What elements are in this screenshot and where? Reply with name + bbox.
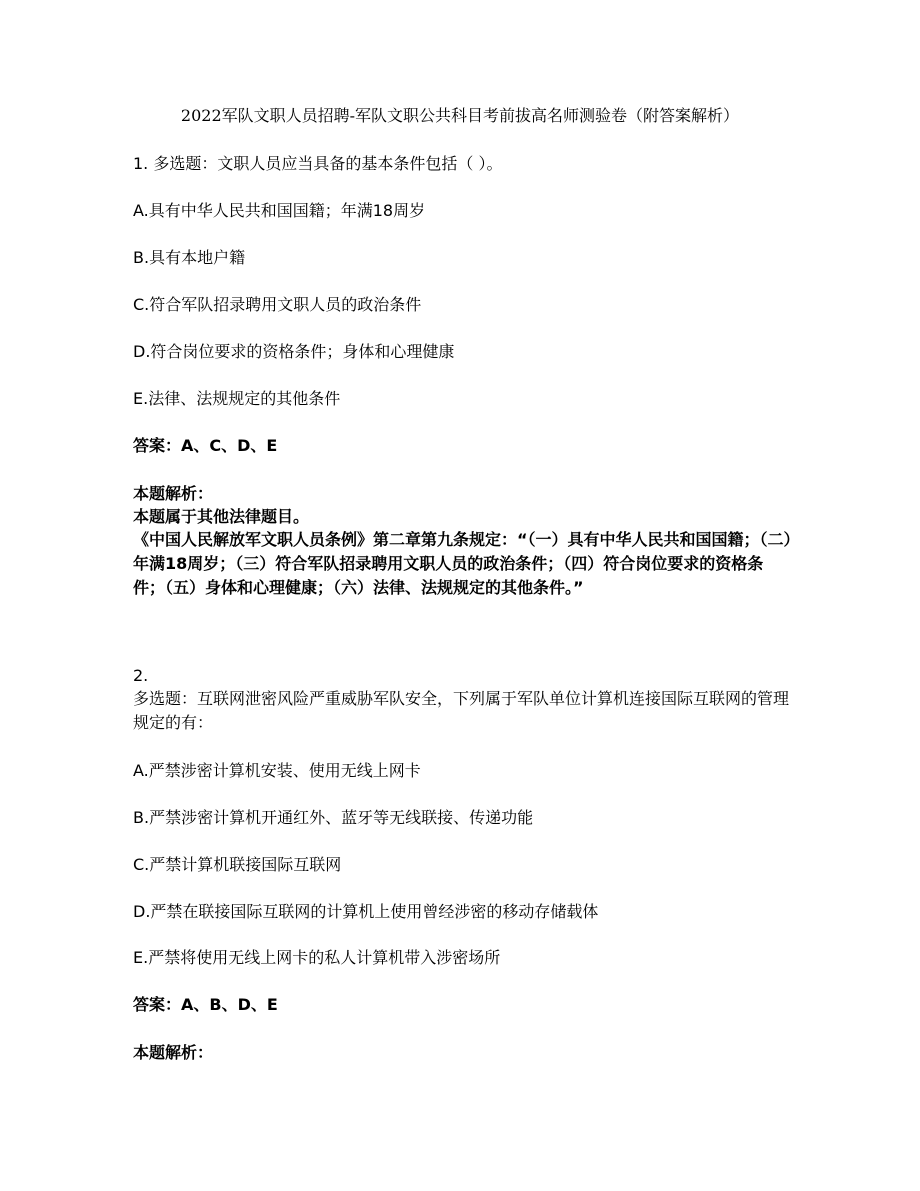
question-1-analysis-label: 本题解析：	[133, 484, 214, 503]
question-2-answer: 答案：A、B、D、E	[133, 995, 278, 1014]
question-1-option-c: C.符合军队招录聘用文职人员的政治条件	[133, 295, 422, 314]
question-1-answer: 答案：A、C、D、E	[133, 436, 278, 455]
question-1-option-a: A.具有中华人民共和国国籍；年满18周岁	[133, 201, 426, 220]
question-1-analysis-line-1: 本题属于其他法律题目。	[133, 507, 310, 526]
question-1-option-e: E.法律、法规规定的其他条件	[133, 389, 341, 408]
question-1-heading: 1. 多选题：文职人员应当具备的基本条件包括（ ）。	[133, 154, 503, 173]
question-2-option-b: B.严禁涉密计算机开通红外、蓝牙等无线联接、传递功能	[133, 808, 534, 827]
question-1-analysis-line-2: 《中国人民解放军文职人员条例》第二章第九条规定：“（一）具有中华人民共和国国籍；（二）年满18周岁；（三）符合军队招录聘用文职人员的政治条件；（四）符合岗位要求的资格条件；（五）身体和心理健康；（六）法律、法规规定的其他条件。”	[133, 530, 792, 597]
document-title: 2022军队文职人员招聘-军队文职公共科目考前拔高名师测验卷（附答案解析）	[180, 106, 740, 125]
question-2-heading: 多选题：互联网泄密风险严重威胁军队安全，下列属于军队单位计算机连接国际互联网的管理规定的有：	[133, 689, 790, 732]
question-2-option-a: A.严禁涉密计算机安装、使用无线上网卡	[133, 761, 421, 780]
question-1-option-b: B.具有本地户籍	[133, 248, 246, 267]
question-2-option-e: E.严禁将使用无线上网卡的私人计算机带入涉密场所	[133, 948, 501, 967]
question-2-number: 2.	[133, 666, 149, 685]
question-2-analysis-label: 本题解析：	[133, 1043, 214, 1062]
question-2-option-d: D.严禁在联接国际互联网的计算机上使用曾经涉密的移动存储载体	[133, 902, 599, 921]
question-2-option-c: C.严禁计算机联接国际互联网	[133, 855, 342, 874]
question-1-option-d: D.符合岗位要求的资格条件；身体和心理健康	[133, 342, 455, 361]
